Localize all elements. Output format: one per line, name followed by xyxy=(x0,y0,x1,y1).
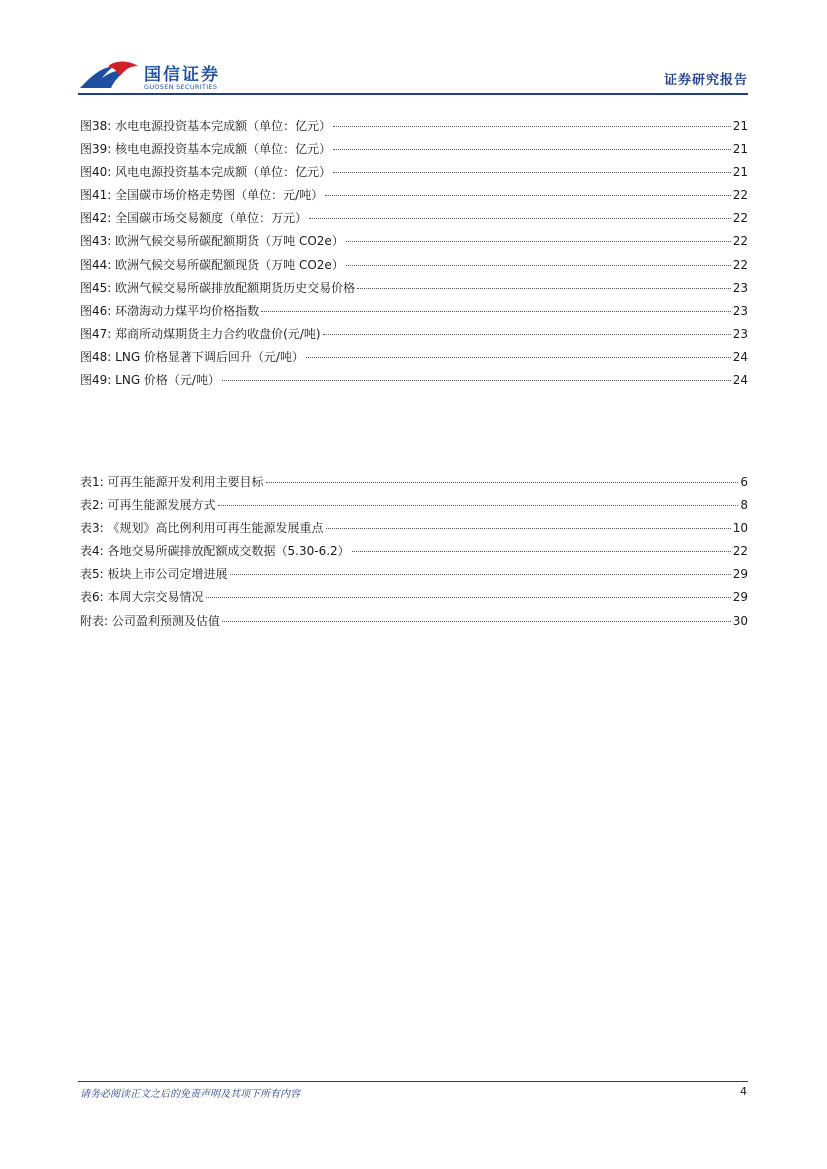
toc-entry-page: 22 xyxy=(732,544,748,559)
figure-toc-entry[interactable] xyxy=(80,232,748,255)
header-divider xyxy=(78,93,748,95)
dot-leader xyxy=(352,551,731,552)
footer-divider xyxy=(78,1081,748,1082)
dot-leader xyxy=(222,380,731,381)
table-toc-entry[interactable] xyxy=(80,473,748,496)
figure-toc-entry[interactable] xyxy=(80,279,748,302)
toc-entry-page: 22 xyxy=(732,188,748,203)
toc-entry-page: 21 xyxy=(732,165,748,180)
report-type-label: 证券研究报告 xyxy=(663,73,748,88)
toc-entry-number: 图48: xyxy=(80,349,112,364)
toc-entry-number: 图49: xyxy=(80,373,112,388)
table-toc-entry[interactable] xyxy=(80,496,748,519)
toc-entry-number: 附表: xyxy=(80,613,109,628)
dot-leader xyxy=(346,241,731,242)
figure-toc-entry[interactable] xyxy=(80,209,748,232)
toc-entry-page: 22 xyxy=(732,211,748,226)
toc-entry-title: 全国碳市场价格走势图（单位：元/吨） xyxy=(115,188,324,203)
dot-leader xyxy=(230,574,731,575)
figure-toc-entry[interactable] xyxy=(80,163,748,186)
table-list xyxy=(80,473,748,635)
toc-entry-title: 板块上市公司定增进展 xyxy=(107,567,228,582)
guosen-logo xyxy=(78,58,228,98)
toc-entry-title: 水电电源投资基本完成额（单位：亿元） xyxy=(115,119,332,133)
toc-entry-page: 6 xyxy=(740,475,748,489)
figure-toc-entry[interactable] xyxy=(80,302,748,325)
toc-entry-page: 21 xyxy=(732,142,748,157)
toc-entry-title: 本周大宗交易情况 xyxy=(107,590,204,605)
toc-entry-number: 图46: xyxy=(80,303,112,318)
toc-entry-number: 图40: xyxy=(80,165,112,180)
dot-leader xyxy=(357,288,731,289)
toc-entry-page: 30 xyxy=(732,613,748,628)
toc-entry-title: LNG 价格（元/吨） xyxy=(115,373,220,388)
toc-entry-page: 24 xyxy=(732,349,748,364)
toc-entry-page: 23 xyxy=(732,326,748,341)
table-toc-entry[interactable] xyxy=(80,588,748,611)
toc-entry-number: 表2: xyxy=(80,498,104,513)
figure-toc-entry[interactable] xyxy=(80,371,748,394)
toc-entry-title: LNG 价格显著下调后回升（元/吨） xyxy=(115,349,304,364)
toc-entry-page: 29 xyxy=(732,590,748,605)
figure-toc-entry[interactable] xyxy=(80,140,748,163)
toc-entry-page: 21 xyxy=(732,119,748,133)
toc-entry-title: 各地交易所碳排放配额成交数据（5.30-6.2） xyxy=(107,544,350,559)
toc-entry-number: 表1: xyxy=(80,475,104,489)
dot-leader xyxy=(326,528,731,529)
toc-entry-title: 《规划》高比例利用可再生能源发展重点 xyxy=(107,521,324,536)
toc-entry-title: 核电电源投资基本完成额（单位：亿元） xyxy=(115,142,332,157)
guosen-logo-mark-icon xyxy=(78,58,140,92)
toc-entry-title: 环渤海动力煤平均价格指数 xyxy=(115,303,260,318)
toc-entry-number: 图47: xyxy=(80,326,112,341)
dot-leader xyxy=(306,357,731,358)
toc-entry-number: 图44: xyxy=(80,257,112,272)
dot-leader xyxy=(218,505,739,506)
dot-leader xyxy=(261,311,731,312)
toc-entry-page: 24 xyxy=(732,373,748,388)
toc-entry-title: 欧洲气候交易所碳配额期货（万吨 CO2e） xyxy=(115,234,344,249)
toc-entry-title: 欧洲气候交易所碳排放配额期货历史交易价格 xyxy=(115,280,356,295)
toc-entry-title: 全国碳市场交易额度（单位：万元） xyxy=(115,211,308,226)
figure-toc-entry[interactable] xyxy=(80,325,748,348)
dot-leader xyxy=(309,218,731,219)
table-toc-entry[interactable] xyxy=(80,519,748,542)
toc-entry-page: 8 xyxy=(740,498,748,513)
page-header xyxy=(0,0,827,100)
toc-entry-number: 图39: xyxy=(80,142,112,157)
dot-leader xyxy=(333,149,731,150)
logo-chinese-name: 国信证券 xyxy=(144,65,220,85)
toc-entry-title: 郑商所动煤期货主力合约收盘价(元/吨) xyxy=(115,326,321,341)
figure-list xyxy=(80,117,748,394)
toc-entry-number: 表6: xyxy=(80,590,104,605)
dot-leader xyxy=(222,621,731,622)
toc-entry-number: 图38: xyxy=(80,119,112,133)
toc-entry-number: 图42: xyxy=(80,211,112,226)
page-number: 4 xyxy=(740,1085,747,1098)
figure-toc-entry[interactable] xyxy=(80,348,748,371)
table-toc-entry[interactable] xyxy=(80,542,748,565)
dot-leader xyxy=(325,195,731,196)
dot-leader xyxy=(333,126,731,127)
dot-leader xyxy=(206,597,731,598)
toc-entry-number: 图45: xyxy=(80,280,112,295)
figure-toc-entry[interactable] xyxy=(80,256,748,279)
toc-entry-page: 23 xyxy=(732,303,748,318)
toc-entry-page: 23 xyxy=(732,280,748,295)
toc-entry-number: 图41: xyxy=(80,188,112,203)
toc-entry-number: 表4: xyxy=(80,544,104,559)
toc-entry-title: 可再生能源发展方式 xyxy=(107,498,216,513)
toc-entry-page: 10 xyxy=(732,521,748,536)
figure-toc-entry[interactable] xyxy=(80,117,748,140)
toc-entry-number: 图43: xyxy=(80,234,112,249)
dot-leader xyxy=(346,265,731,266)
dot-leader xyxy=(266,482,739,483)
dot-leader xyxy=(333,172,731,173)
footer-disclaimer: 请务必阅读正文之后的免责声明及其项下所有内容 xyxy=(80,1089,300,1100)
toc-entry-page: 22 xyxy=(732,257,748,272)
toc-entry-title: 可再生能源开发利用主要目标 xyxy=(107,475,264,489)
toc-entry-title: 公司盈利预测及估值 xyxy=(111,613,220,628)
toc-entry-page: 22 xyxy=(732,234,748,249)
toc-entry-title: 欧洲气候交易所碳配额现货（万吨 CO2e） xyxy=(115,257,344,272)
table-toc-entry[interactable] xyxy=(80,612,748,635)
dot-leader xyxy=(323,334,731,335)
table-toc-entry[interactable] xyxy=(80,565,748,588)
toc-entry-page: 29 xyxy=(732,567,748,582)
toc-entry-title: 风电电源投资基本完成额（单位：亿元） xyxy=(115,165,332,180)
logo-english-name: GUOSEN SECURITIES xyxy=(144,83,218,91)
toc-entry-number: 表5: xyxy=(80,567,104,582)
figure-toc-entry[interactable] xyxy=(80,186,748,209)
toc-entry-number: 表3: xyxy=(80,521,104,536)
